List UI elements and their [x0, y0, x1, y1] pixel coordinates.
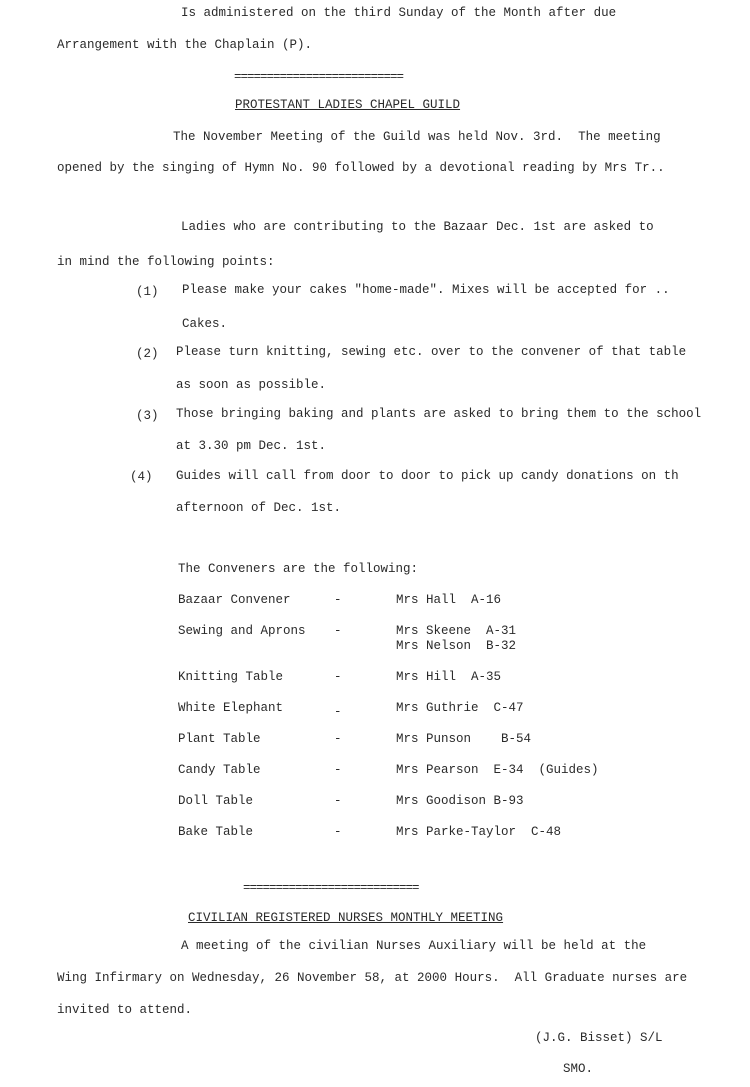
point-number: (2): [136, 347, 159, 361]
guild-para2-line2: in mind the following points:: [57, 255, 275, 269]
guild-para1-line2: opened by the singing of Hymn No. 90 followed by a devotional reading by Mrs Tr..: [57, 161, 665, 175]
convener-name: Mrs Goodison B-93: [396, 794, 524, 808]
point-number: (1): [136, 285, 159, 299]
point-text-line1: Please turn knitting, sewing etc. over to the convener of that table: [176, 345, 687, 359]
separator-rule: ===========================: [243, 881, 419, 895]
convener-table: Bazaar Convener: [178, 593, 291, 607]
convener-dash: -: [334, 763, 342, 777]
nurses-line-3: invited to attend.: [57, 1003, 193, 1017]
intro-line-1: Is administered on the third Sunday of the Month after due: [181, 6, 617, 20]
convener-table: White Elephant: [178, 701, 284, 715]
nurses-line-1: A meeting of the civilian Nurses Auxiliary will be held at the: [181, 939, 647, 953]
guild-para2-line1: Ladies who are contributing to the Bazaar Dec. 1st are asked to: [181, 220, 654, 234]
signature-title: SMO.: [563, 1062, 594, 1076]
conveners-intro: The Conveners are the following:: [178, 562, 419, 576]
convener-table: Doll Table: [178, 794, 254, 808]
point-text-line1: Please make your cakes "home-made". Mixes will be accepted for ..: [182, 283, 670, 297]
convener-table: Sewing and Aprons: [178, 624, 306, 638]
convener-name: Mrs Pearson E-34 (Guides): [396, 763, 599, 777]
convener-name: Mrs Skeene A-31: [396, 624, 517, 638]
convener-dash: -: [334, 705, 342, 719]
convener-dash: -: [334, 593, 342, 607]
nurses-heading: CIVILIAN REGISTERED NURSES MONTHLY MEETING: [188, 911, 504, 925]
point-text-line1: Those bringing baking and plants are asked to bring them to the school: [176, 407, 702, 421]
convener-name: Mrs Guthrie C-47: [396, 701, 524, 715]
intro-line-2: Arrangement with the Chaplain (P).: [57, 38, 313, 52]
convener-name: Mrs Hill A-35: [396, 670, 502, 684]
separator-rule: ==========================: [234, 70, 404, 84]
convener-dash: -: [334, 825, 342, 839]
convener-table: Knitting Table: [178, 670, 284, 684]
convener-table: Candy Table: [178, 763, 261, 777]
point-number: (4): [130, 470, 153, 484]
point-text-line2: at 3.30 pm Dec. 1st.: [176, 439, 327, 453]
convener-name: Mrs Parke-Taylor C-48: [396, 825, 562, 839]
convener-dash: -: [334, 624, 342, 638]
guild-para1-line1: The November Meeting of the Guild was held Nov. 3rd. The meeting: [173, 130, 661, 144]
nurses-line-2: Wing Infirmary on Wednesday, 26 November 58, at 2000 Hours. All Graduate nurses are: [57, 971, 688, 985]
convener-dash: -: [334, 794, 342, 808]
convener-name: Mrs Punson B-54: [396, 732, 532, 746]
convener-table: Plant Table: [178, 732, 261, 746]
convener-dash: -: [334, 732, 342, 746]
signature-name: (J.G. Bisset) S/L: [535, 1031, 663, 1045]
convener-table: Bake Table: [178, 825, 254, 839]
point-text-line2: afternoon of Dec. 1st.: [176, 501, 342, 515]
convener-name: Mrs Hall A-16: [396, 593, 502, 607]
point-text-line2: Cakes.: [182, 317, 228, 331]
convener-dash: -: [334, 670, 342, 684]
convener-name-2: Mrs Nelson B-32: [396, 639, 517, 653]
point-number: (3): [136, 409, 159, 423]
point-text-line1: Guides will call from door to door to pick up candy donations on th: [176, 469, 679, 483]
point-text-line2: as soon as possible.: [176, 378, 327, 392]
guild-heading: PROTESTANT LADIES CHAPEL GUILD: [235, 98, 461, 112]
